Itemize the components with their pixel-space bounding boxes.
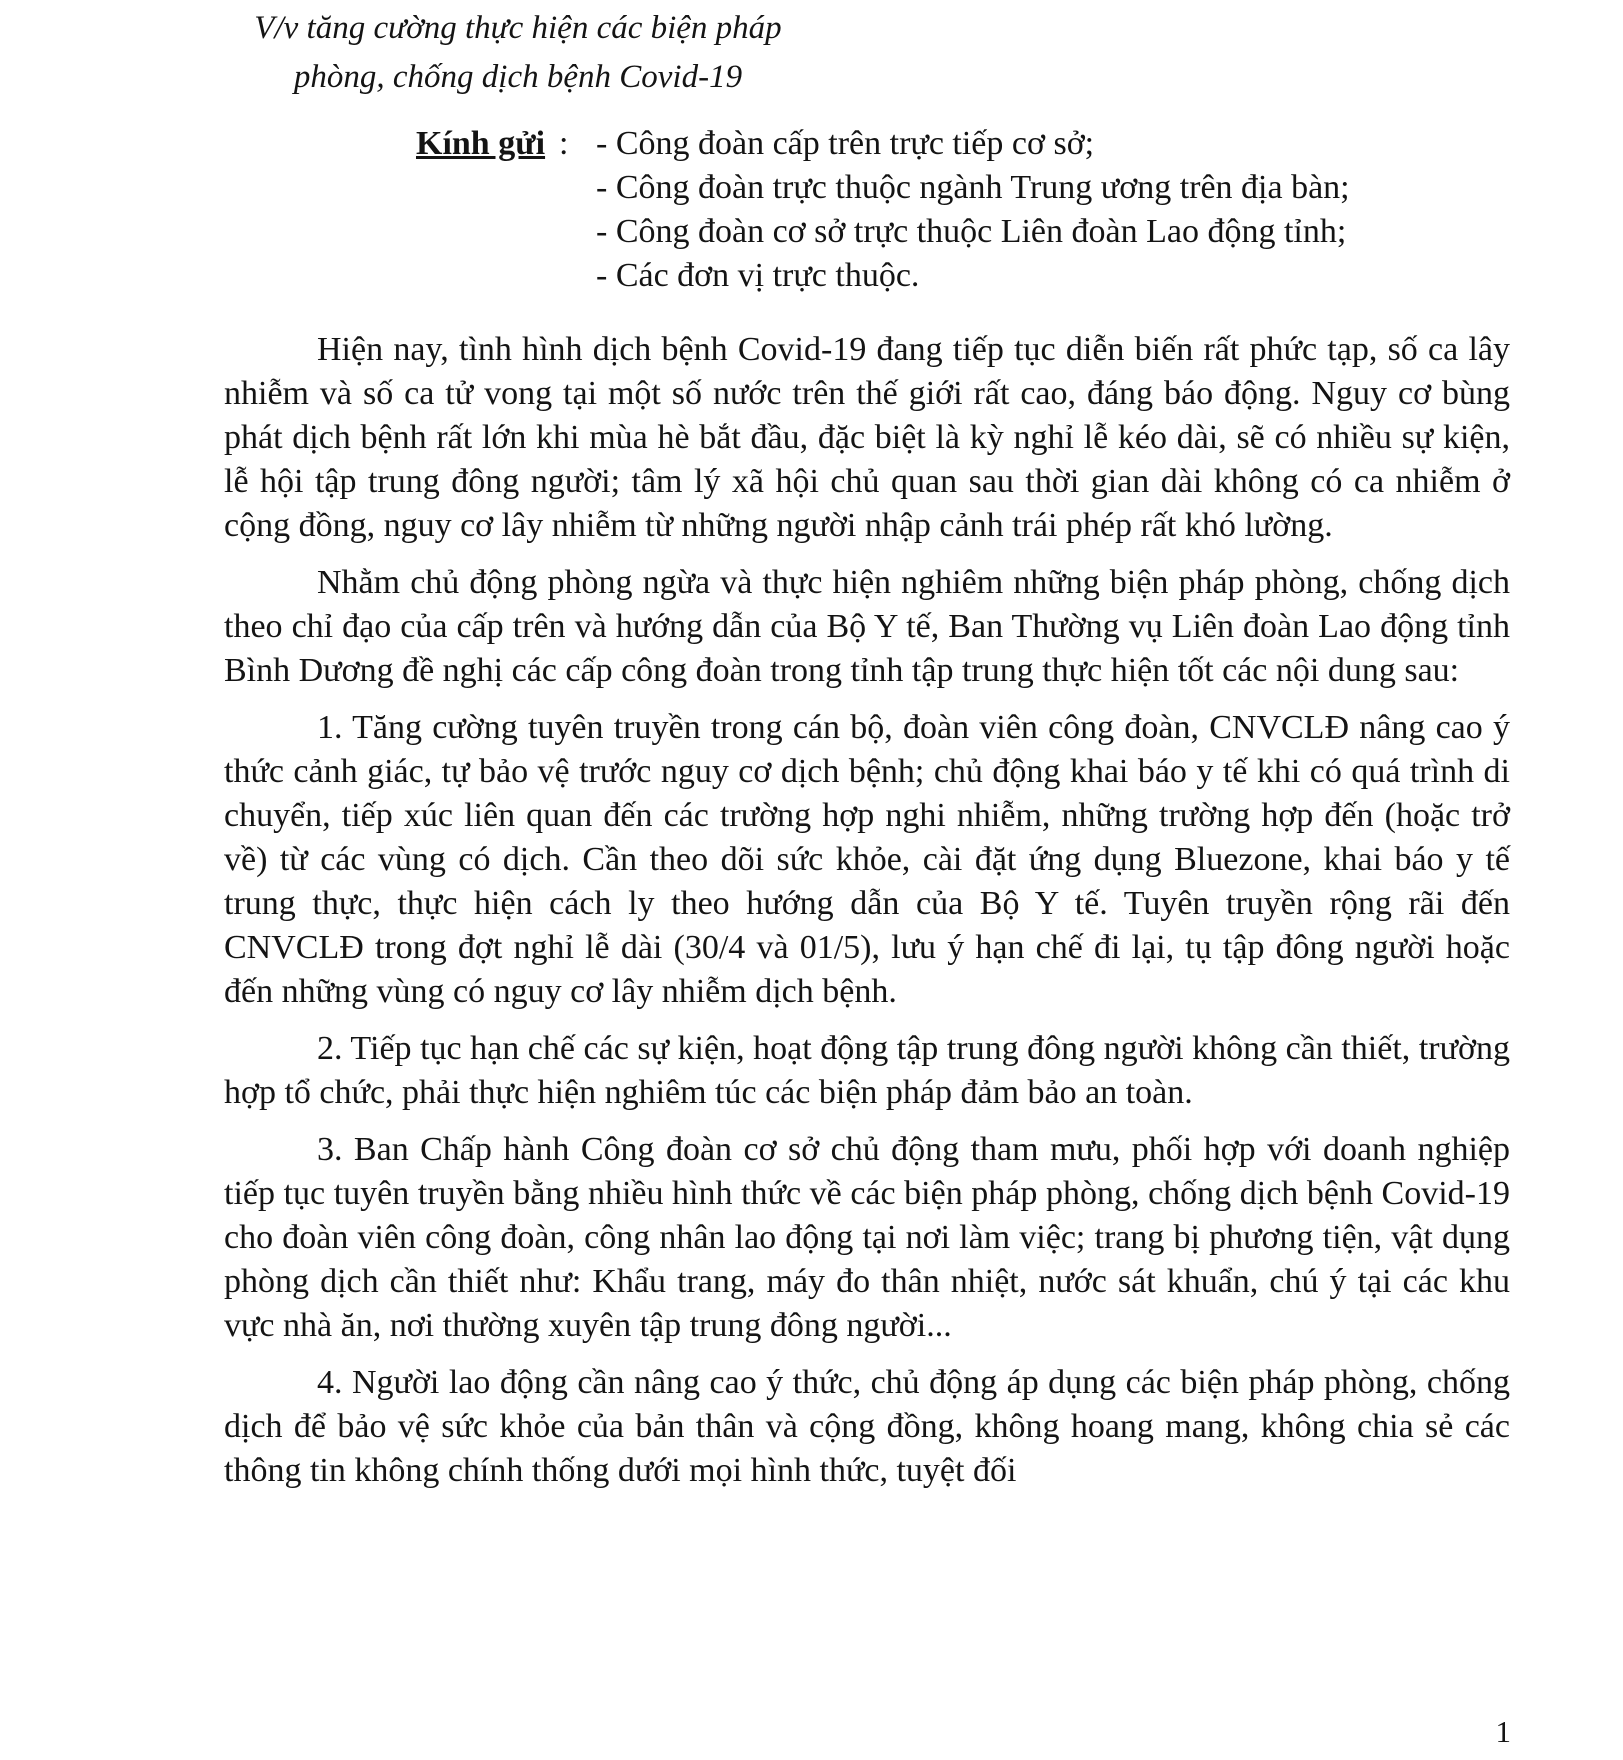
subject-line-2: phòng, chống dịch bệnh Covid-19 — [293, 59, 743, 95]
subject-line-1: V/v tăng cường thực hiện các biện pháp — [254, 10, 782, 46]
recipient-item: - Công đoàn trực thuộc ngành Trung ương trên địa bàn; — [596, 169, 1350, 206]
recipients-label: Kính gửi — [416, 125, 546, 162]
recipients-colon: : — [559, 125, 569, 162]
recipient-item: - Công đoàn cơ sở trực thuộc Liên đoàn Lao động tỉnh; — [596, 213, 1347, 250]
recipient-item: - Công đoàn cấp trên trực tiếp cơ sở; — [596, 125, 1095, 162]
recipient-item: - Các đơn vị trực thuộc. — [596, 257, 920, 294]
body-paragraph: 1. Tăng cường tuyên truyền trong cán bộ, đoàn viên công đoàn, CNVCLĐ nâng cao ý thức cảnh giác, tự bảo vệ trước nguy cơ dịch bệnh; chủ động khai báo y tế khi có quá trình di chuyển, tiếp xúc liên quan đến các trường hợp nghi nhiễm, những trường hợp đến (hoặc trở về) từ các vùng có dịch. Cần theo dõi sức khỏe, cài đặt ứng dụng Bluezone, khai báo y tế trung thực, thực hiện cách ly theo hướng dẫn của Bộ Y tế. Tuyên truyền rộng rãi đến CNVCLĐ trong đợt nghỉ lễ dài (30/4 và 01/5), lưu ý hạn chế đi lại, tụ tập đông người hoặc đến những vùng có nguy cơ lây nhiễm dịch bệnh. — [224, 709, 1510, 1010]
body-paragraph: Hiện nay, tình hình dịch bệnh Covid-19 đang tiếp tục diễn biến rất phức tạp, số ca lây nhiễm và số ca tử vong tại một số nước trên thế giới rất cao, đáng báo động. Nguy cơ bùng phát dịch bệnh rất lớn khi mùa hè bắt đầu, đặc biệt là kỳ nghỉ lễ kéo dài, sẽ có nhiều sự kiện, lễ hội tập trung đông người; tâm lý xã hội chủ quan sau thời gian dài không có ca nhiễm ở cộng đồng, nguy cơ lây nhiễm từ những người nhập cảnh trái phép rất khó lường. — [224, 331, 1510, 544]
document-subject — [238, 4, 798, 102]
body-paragraph: 2. Tiếp tục hạn chế các sự kiện, hoạt động tập trung đông người không cần thiết, trường hợp tổ chức, phải thực hiện nghiêm túc các biện pháp đảm bảo an toàn. — [224, 1030, 1510, 1111]
recipients-list — [416, 122, 1350, 298]
page-number: 1 — [1495, 1714, 1511, 1749]
body-paragraph: 4. Người lao động cần nâng cao ý thức, chủ động áp dụng các biện pháp phòng, chống dịch để bảo vệ sức khỏe của bản thân và cộng đồng, không hoang mang, không chia sẻ các thông tin không chính thống dưới mọi hình thức, tuyệt đối — [224, 1364, 1510, 1489]
body-paragraph: 3. Ban Chấp hành Công đoàn cơ sở chủ động tham mưu, phối hợp với doanh nghiệp tiếp tục tuyên truyền bằng nhiều hình thức về các biện pháp phòng, chống dịch bệnh Covid-19 cho đoàn viên công đoàn, công nhân lao động tại nơi làm việc; trang bị phương tiện, vật dụng phòng dịch cần thiết như: Khẩu trang, máy đo thân nhiệt, nước sát khuẩn, chú ý tại các khu vực nhà ăn, nơi thường xuyên tập trung đông người... — [224, 1131, 1510, 1344]
recipients-block — [416, 122, 1350, 298]
document-body — [224, 328, 1510, 1506]
body-paragraph: Nhằm chủ động phòng ngừa và thực hiện nghiêm những biện pháp phòng, chống dịch theo chỉ đạo của cấp trên và hướng dẫn của Bộ Y tế, Ban Thường vụ Liên đoàn Lao động tỉnh Bình Dương đề nghị các cấp công đoàn trong tỉnh tập trung thực hiện tốt các nội dung sau: — [224, 564, 1510, 689]
